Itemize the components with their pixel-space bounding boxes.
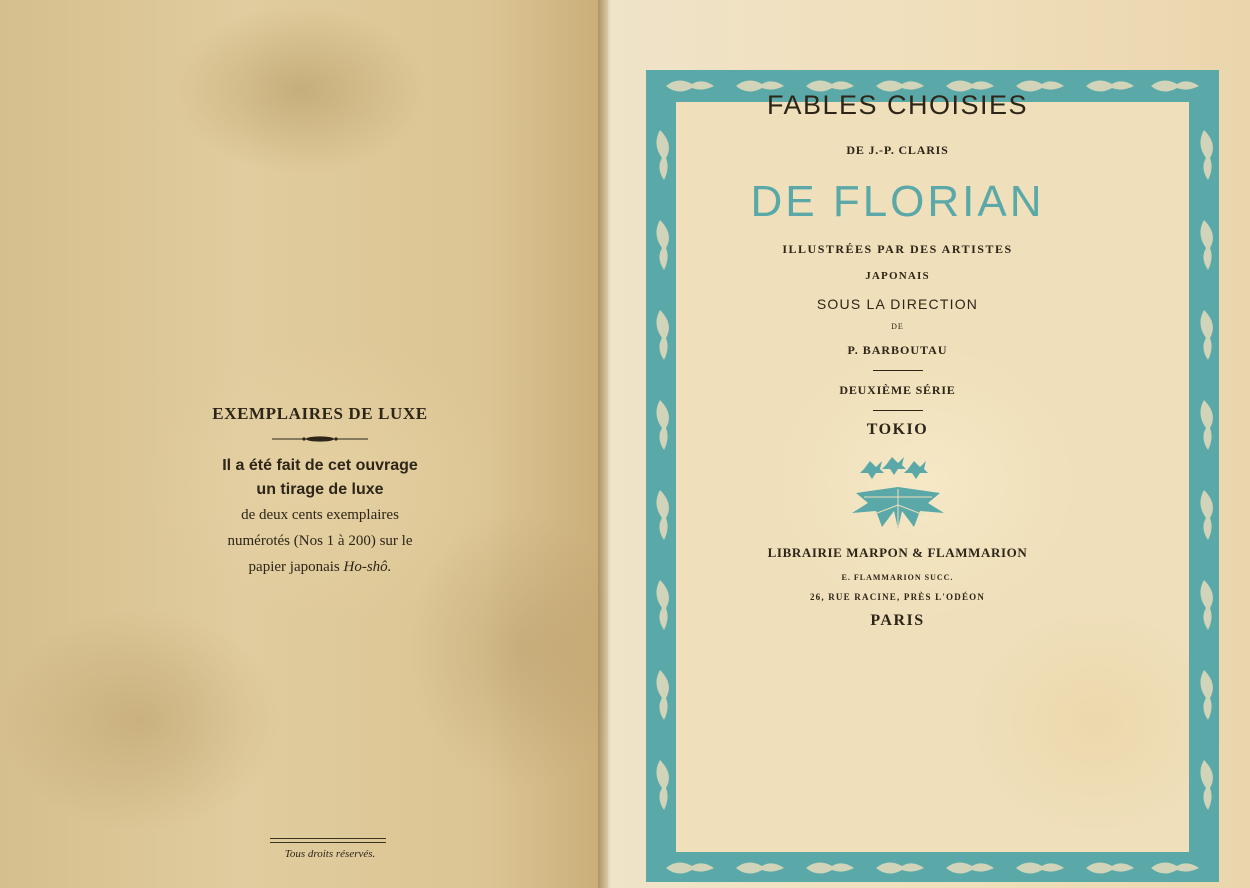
publisher-name: LIBRAIRIE MARPON & FLAMMARION: [767, 545, 1028, 560]
series-line: DEUXIÈME SÉRIE: [839, 383, 956, 397]
japanese-line: JAPONAIS: [865, 270, 930, 282]
publisher-address: 26, RUE RACINE, PRÈS L'ODÉON: [809, 592, 986, 602]
luxe-edition-notice: [160, 404, 480, 580]
director-name: P. BARBOUTAU: [847, 343, 948, 357]
de-line: DE: [891, 322, 904, 331]
luxe-heading: EXEMPLAIRES DE LUXE: [212, 404, 428, 423]
luxe-line-5: [160, 554, 480, 580]
paper-name: Ho-shô.: [343, 559, 392, 575]
left-page: [0, 0, 608, 888]
direction-line: SOUS LA DIRECTION: [816, 296, 979, 312]
luxe-line-4: numérotés (Nos 1 à 200) sur le: [227, 533, 413, 549]
title-block: [692, 38, 1103, 630]
illustrated-line: ILLUSTRÉES PAR DES ARTISTES: [782, 242, 1013, 256]
rights-rule: [270, 838, 386, 843]
luxe-line-2: un tirage de luxe: [256, 481, 384, 498]
author-name: DE FLORIAN: [750, 177, 1045, 226]
paulownia-crest-icon: [848, 457, 948, 531]
right-page: [612, 0, 1250, 888]
rule-1: [873, 370, 923, 371]
publisher-successor: E. FLAMMARION SUCC.: [841, 573, 954, 582]
luxe-line-3: de deux cents exemplaires: [241, 507, 399, 523]
publisher-city: PARIS: [870, 612, 925, 629]
tokio-line: TOKIO: [866, 421, 929, 438]
rights-reserved: Tous droits réservés.: [284, 848, 376, 860]
luxe-line-1: Il a été fait de cet ouvrage: [222, 457, 418, 474]
by-line: DE J.-P. CLARIS: [846, 143, 949, 157]
luxe-line-5-text: papier japonais: [248, 559, 344, 575]
scroll-ornament-icon: [270, 434, 370, 444]
rule-2: [873, 410, 923, 411]
book-title: FABLES CHOISIES: [766, 90, 1029, 120]
